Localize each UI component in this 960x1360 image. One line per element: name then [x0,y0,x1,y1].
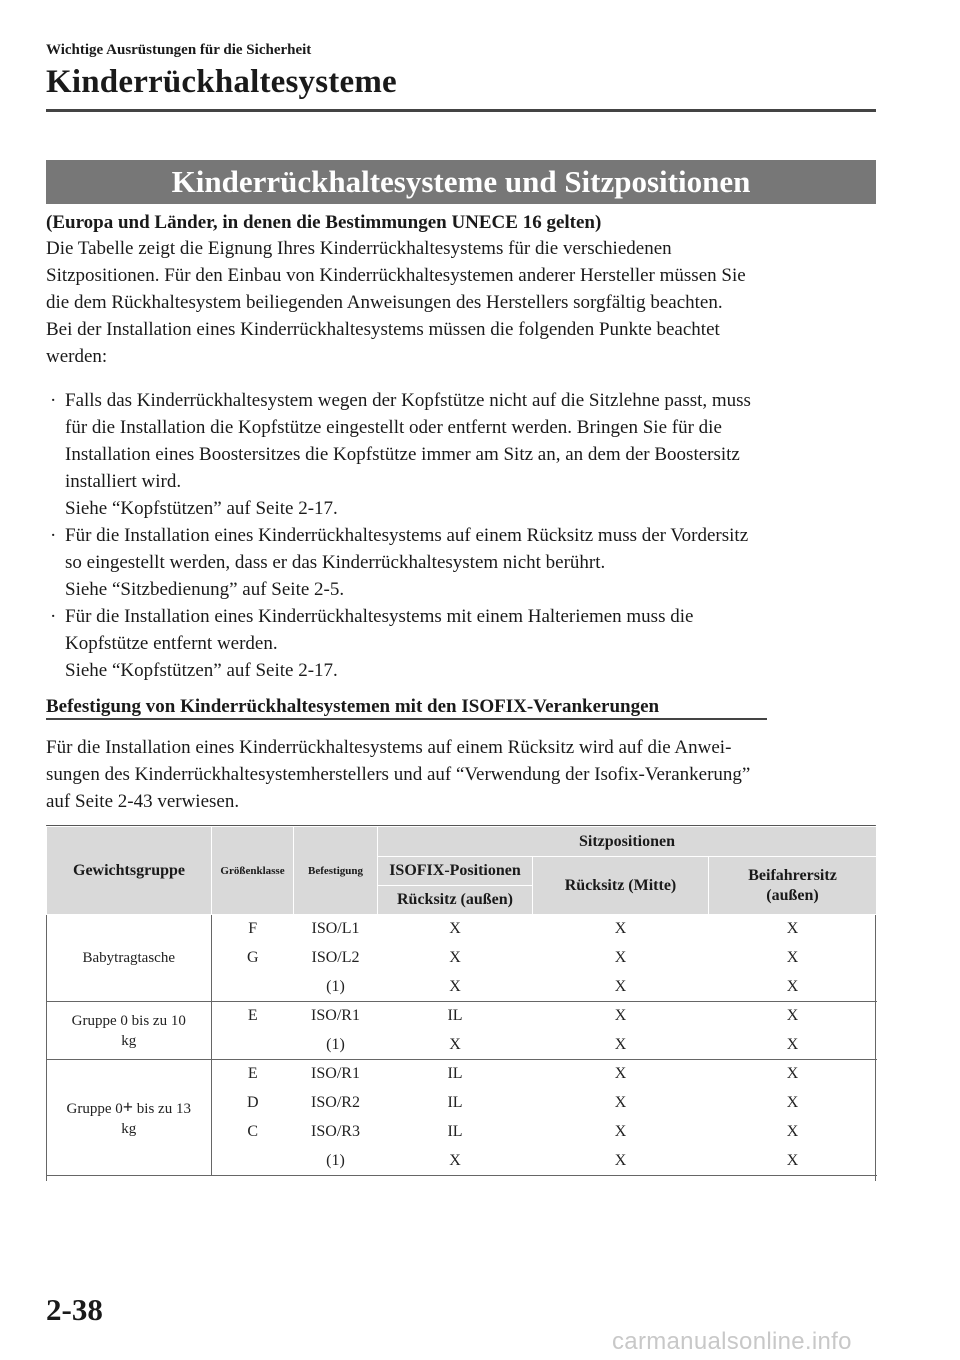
rear-outer-cell: IL [447,1094,463,1111]
bullet-line: so eingestellt werden, dass er das Kinderrückhaltesystem nicht berührt. [65,552,606,573]
rear-outer-cell: X [378,973,533,1002]
section-title: Kinderrückhaltesysteme [46,64,397,100]
rear-outer-cell: X [449,920,461,938]
weight-group-label: Gruppe 0 [66,1100,123,1117]
weight-group-cell [47,1002,212,1060]
size-class-cell [212,1147,294,1176]
size-class-cell: E [247,1065,258,1083]
weight-group-label: Gruppe 0 bis zu 10 [71,1012,186,1029]
isofix-line: sungen des Kinderrückhaltesystemherstellers und auf “Verwendung der Isofix-Verankerung” [46,764,751,785]
passenger-cell: X [709,1031,877,1060]
header-weight-group: Gewichtsgruppe [47,827,212,915]
rear-center-cell: X [614,1123,627,1140]
intro-line: werden: [46,346,108,367]
fixture-cell: (1) [294,973,378,1002]
intro-heading: (Europa und Länder, in denen die Bestimmungen UNECE 16 gelten) [46,212,602,233]
rear-center-cell: X [614,1094,627,1111]
rear-outer-cell: X [449,949,461,966]
bullet-ref: Siehe “Sitzbedienung” auf Seite 2-5. [65,579,345,600]
size-class-cell [212,973,294,1002]
bullet-marker: · [50,390,57,411]
intro-line: Bei der Installation eines Kinderrückhaltesystems müssen die folgenden Punkte beachtet [46,319,720,340]
bullet-line: Für die Installation eines Kinderrückhaltesystems auf einem Rücksitz muss der Vordersitz [65,525,749,546]
header-passenger-line: (außen) [766,886,819,904]
rear-outer-cell: IL [447,1065,463,1083]
passenger-cell: X [786,1065,799,1083]
rear-outer-cell: IL [447,1123,463,1140]
header-rear-outer: Rücksitz (außen) [378,886,533,915]
section-kicker: Wichtige Ausrüstungen für die Sicherheit [46,42,312,58]
isofix-line: Für die Installation eines Kinderrückhaltesystems auf einem Rücksitz wird auf die Anwei- [46,737,732,758]
bullet-ref: Siehe “Kopfstützen” auf Seite 2-17. [65,660,338,681]
bullet-line: Falls das Kinderrückhaltesystem wegen der Kopfstütze nicht auf die Sitzlehne passt, muss [65,390,751,411]
bullet-line: für die Installation die Kopfstütze eingestellt oder entfernt werden. Bringen Sie für die [65,417,722,438]
header-size-class: Größenklasse [212,827,294,915]
fixture-cell: ISO/R3 [311,1123,360,1140]
isofix-heading: Befestigung von Kinderrückhaltesystemen mit den ISOFIX-Verankerungen [46,696,660,717]
bullet-marker: · [50,525,57,546]
header-isofix-positions: ISOFIX-Positionen [378,857,533,886]
passenger-cell: X [786,920,799,938]
bullet-line: Kopfstütze entfernt werden. [65,633,278,654]
size-class-cell: F [248,920,258,938]
rear-center-cell: X [614,920,627,938]
rear-outer-cell: X [378,1031,533,1060]
isofix-line: auf Seite 2-43 verwiesen. [46,791,240,812]
intro-line: Sitzpositionen. Für den Einbau von Kinderrückhaltesystemen anderer Hersteller müssen Sie [46,265,746,286]
size-class-cell: E [247,1007,258,1025]
intro-line: Die Tabelle zeigt die Eignung Ihres Kinderrückhaltesystems für die verschiedenen [46,238,672,259]
weight-group-label: kg [121,1032,137,1049]
size-class-cell: D [246,1094,259,1111]
passenger-cell: X [786,1094,799,1111]
plus-symbol: + [122,1096,134,1117]
weight-group-cell [47,915,212,1002]
passenger-cell: X [786,1007,799,1025]
size-class-cell: G [246,949,259,966]
intro-line: die dem Rückhaltesystem beiliegenden Anweisungen des Herstellers sorgfältig beachten. [46,292,723,313]
size-class-cell [212,1031,294,1060]
bullet-line: Für die Installation eines Kinderrückhaltesystems mit einem Halteriemen muss die [65,606,694,627]
passenger-cell: X [709,973,877,1002]
rear-center-cell: X [533,973,709,1002]
weight-group-label: bis zu 13 [133,1100,191,1117]
weight-group-cell [47,1060,212,1176]
fixture-cell: ISO/R2 [311,1094,360,1111]
weight-group-label: Babytragtasche [82,950,175,966]
weight-group-label: kg [121,1120,137,1137]
rear-outer-cell: X [378,1147,533,1176]
bullet-ref: Siehe “Kopfstützen” auf Seite 2-17. [65,498,338,519]
passenger-cell: X [709,1147,877,1176]
topic-banner: Kinderrückhaltesysteme und Sitzpositionen [46,160,876,204]
fixture-cell: ISO/L1 [311,920,360,938]
fixture-cell: (1) [294,1147,378,1176]
passenger-cell: X [786,949,799,966]
rear-center-cell: X [614,1007,627,1025]
isofix-compatibility-table [46,826,877,1176]
fixture-cell: ISO/L2 [311,949,360,966]
rear-outer-cell: IL [447,1007,463,1025]
header-rule [46,109,876,112]
header-passenger-line: Beifahrersitz [748,866,837,884]
page-number: 2-38 [46,1292,103,1327]
header-fixture: Befestigung [294,827,378,915]
isofix-heading-rule [46,718,767,720]
header-seat-positions: Sitzpositionen [378,827,877,857]
header-rear-center: Rücksitz (Mitte) [533,857,709,915]
rear-center-cell: X [533,1147,709,1176]
rear-center-cell: X [614,1065,627,1083]
watermark: carmanualsonline.info [612,1328,852,1355]
fixture-cell: ISO/R1 [311,1065,360,1083]
header-passenger-seat [709,857,877,915]
passenger-cell: X [786,1123,799,1140]
fixture-cell: ISO/R1 [311,1007,360,1025]
size-class-cell: C [247,1123,259,1140]
rear-center-cell: X [614,949,627,966]
bullet-marker: · [50,606,57,627]
rear-center-cell: X [533,1031,709,1060]
bullet-line: Installation eines Boostersitzes die Kopfstütze immer am Sitz an, an dem der Boostersitz [65,444,740,465]
fixture-cell: (1) [294,1031,378,1060]
bullet-line: installiert wird. [65,471,182,492]
